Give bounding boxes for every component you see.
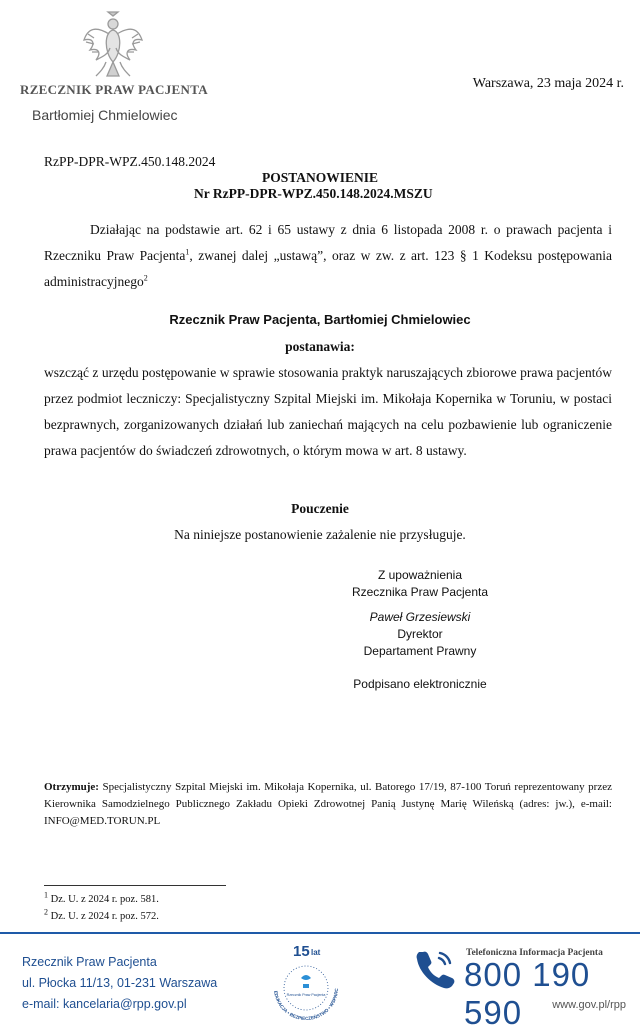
document-type: POSTANOWIENIE: [261, 170, 379, 185]
footnote-2: [44, 907, 159, 922]
footnote-ref-2: 2: [143, 273, 148, 283]
recipients-block: [44, 779, 612, 830]
intro-text-part1: Działając na podstawie art. 62 i 65 ustawy z dnia 6 listopada 2008 r. o prawach pacjenta i Rzeczniku Praw Pacjenta: [44, 222, 612, 263]
footer-address: ul. Płocka 11/13, 01-231 Warszawa: [22, 976, 218, 990]
recipients-text: Specjalistyczny Szpital Miejski im. Mikołaja Kopernika, ul. Batorego 17/19, 87-100 Toruń reprezentowany przez Kierownika Samodzielnego Publicznego Zakładu Opieki Zdrowotnej Panią Justynę Marię Wileńską (adres: jw.), e-mail: INFO@MED.TORUN.PL: [44, 781, 612, 827]
footer-email: e-mail: kancelaria@rpp.gov.pl: [22, 997, 187, 1011]
authority-line: Rzecznik Praw Pacjenta, Bartłomiej Chmielowiec: [169, 312, 471, 327]
office-name: RZECZNIK PRAW PACJENTA: [20, 82, 208, 97]
hotline-number[interactable]: 800 190 590: [464, 956, 591, 1031]
footer-divider: [0, 932, 640, 934]
document-number: Nr RzPP-DPR-WPZ.450.148.2024.MSZU: [194, 186, 433, 201]
footer-org-name: Rzecznik Praw Pacjenta: [22, 955, 157, 969]
electronic-signature-note: Podpisano elektronicznie: [353, 677, 487, 691]
hotline-label: Telefoniczna Informacja Pacjenta: [466, 948, 603, 958]
anniversary-badge-icon: [265, 942, 347, 1022]
signatory-name: Paweł Grzesiewski: [369, 610, 471, 624]
footnote-1-text: Dz. U. z 2024 r. poz. 581.: [48, 894, 159, 905]
badge-arc-text: EDUKACJA • BEZPIECZEŃSTWO • WSPARC: [273, 988, 340, 1022]
ombudsman-name: Bartłomiej Chmielowiec: [32, 107, 178, 123]
signatory-role: Dyrektor: [397, 627, 443, 641]
case-reference: RzPP-DPR-WPZ.450.148.2024: [44, 154, 216, 169]
instruction-text: Na niniejsze postanowienie zażalenie nie przysługuje.: [174, 527, 466, 542]
polish-eagle-emblem-icon: [82, 10, 144, 80]
badge-unit: lat: [311, 948, 321, 957]
footnote-ref-1: 1: [185, 247, 190, 257]
footnote-divider: [44, 885, 226, 886]
badge-number: 15: [293, 943, 310, 960]
intro-paragraph: [44, 217, 612, 295]
footnote-2-mark: 2: [44, 907, 48, 917]
decides-heading: postanawia:: [285, 339, 355, 354]
website-link[interactable]: www.gov.pl/rpp: [552, 999, 626, 1011]
decision-paragraph: wszcząć z urzędu postępowanie w sprawie stosowania praktyk naruszających zbiorowe prawa pacjentów przez podmiot leczniczy: Specjalistyczny Szpital Miejski im. Mikołaja Kopernika w Toruniu, w postaci bezprawnych, zorganizowanych działań lub zaniechań mających na celu pozbawienie lub ograniczenie prawa pacjentów do świadczeń zdrowotnych, o którym mowa w art. 8 ustawy.: [44, 365, 612, 458]
recipients-label: Otrzymuje:: [44, 781, 99, 793]
phone-icon: [414, 947, 456, 989]
footnote-2-text: Dz. U. z 2024 r. poz. 572.: [48, 911, 159, 922]
signatory-department: Departament Prawny: [363, 644, 477, 658]
footnote-1: [44, 890, 159, 905]
intro-text-part2: , zwanej dalej „ustawą”, oraz w zw. z art. 123 § 1 Kodeksu postępowania administracyjnego: [44, 248, 612, 289]
footnote-1-mark: 1: [44, 890, 48, 900]
place-date: Warszawa, 23 maja 2024 r.: [472, 76, 624, 91]
signature-authorization-line2: Rzecznika Praw Pacjenta: [351, 585, 489, 599]
signature-authorization-line1: Z upoważnienia: [377, 568, 463, 582]
instruction-title: Pouczenie: [291, 501, 349, 516]
badge-center-text: Rzecznik Praw Pacjenta: [286, 993, 326, 997]
